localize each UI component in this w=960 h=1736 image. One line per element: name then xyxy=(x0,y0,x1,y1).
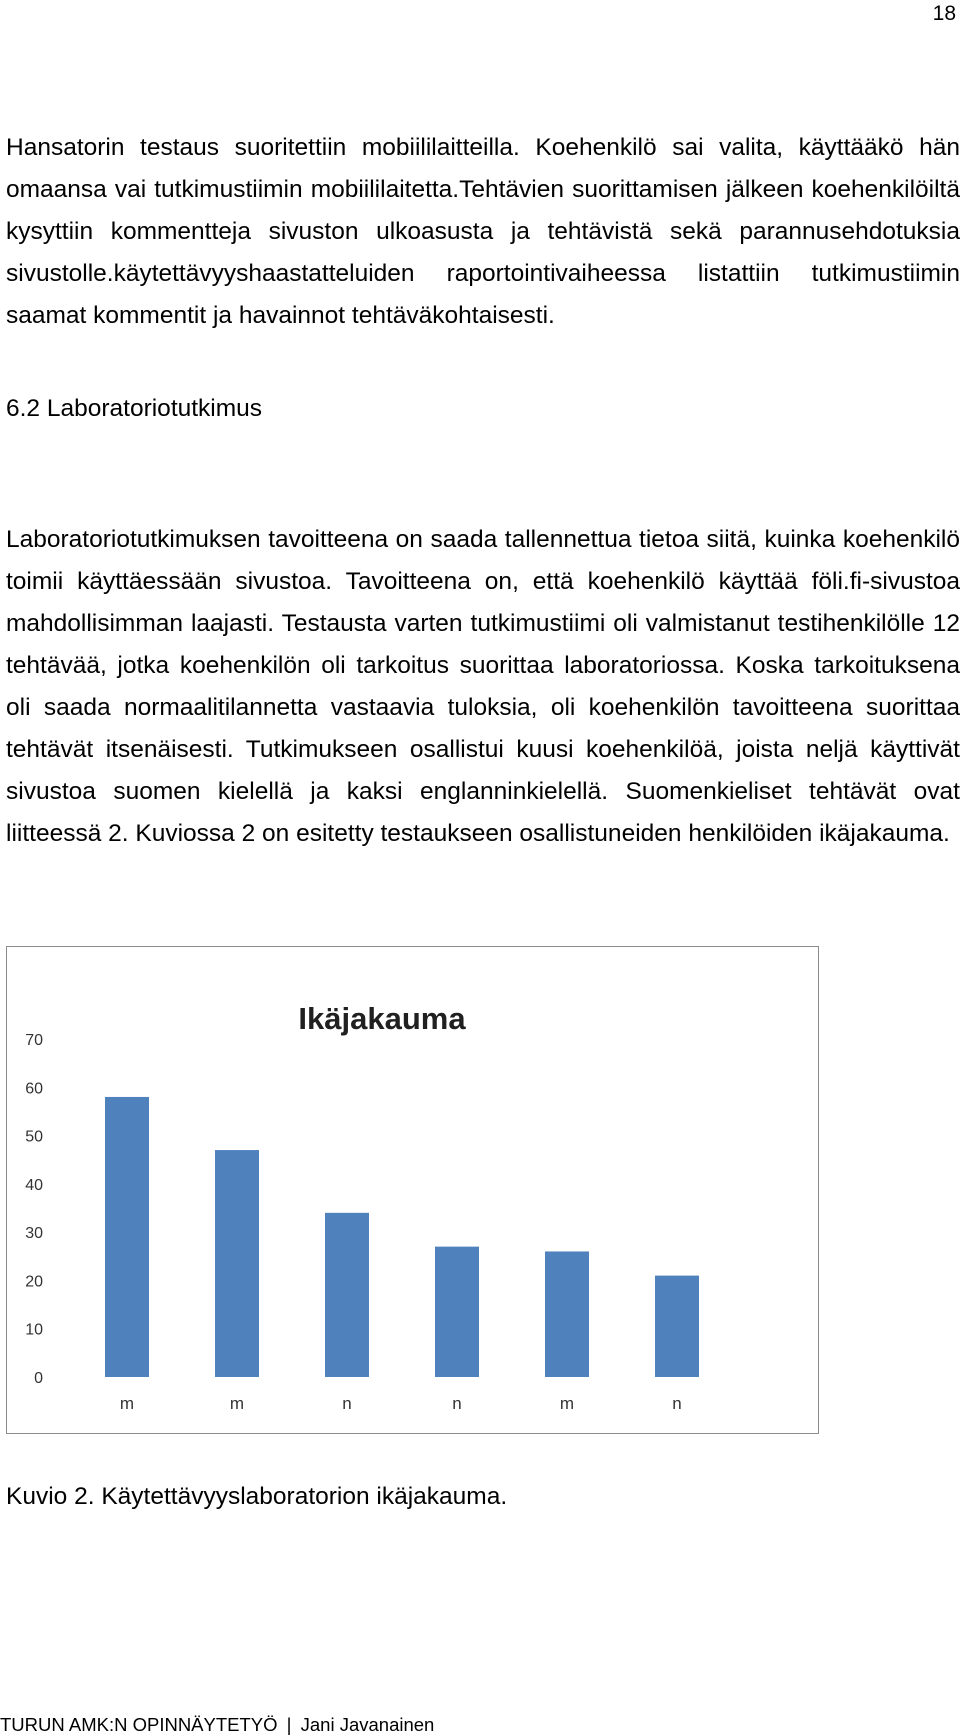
footer-author: Jani Javanainen xyxy=(300,1714,435,1735)
x-tick-label: n xyxy=(342,1394,352,1413)
bar xyxy=(215,1150,259,1377)
y-tick-label: 50 xyxy=(25,1128,43,1146)
bar-chart xyxy=(7,947,817,1432)
figure-caption: Kuvio 2. Käytettävyyslaboratorion ikäjakauma. xyxy=(6,1483,508,1510)
x-tick-label: m xyxy=(119,1394,135,1413)
y-tick-label: 60 xyxy=(25,1080,43,1098)
footer xyxy=(0,1714,434,1736)
paragraph-2: Laboratoriotutkimuksen tavoitteena on saada tallennettua tietoa siitä, kuinka koehenkilö toimii käyttäessään sivustoa. Tavoitteena on, että koehenkilö käyttää föli.fi-sivustoa mahdollisimman laajasti. Testausta varten tutkimustiimi oli valmistanut testihenkilölle 12 tehtävää, jotka koehenkilön oli tarkoitus suorittaa laboratoriossa. Koska tarkoituksena oli saada normaalitilannetta vastaavia tuloksia, oli koehenkilön tavoitteena suorittaa tehtävät itsenäisesti. Tutkimukseen osallistui kuusi koehenkilöä, joista neljä käyttivät sivustoa suomen kielellä ja kaksi englanninkielellä. Suomenkieliset tehtävät ovat liitteessä 2. Kuviossa 2 on esitetty testaukseen osallistuneiden henkilöiden ikäjakauma. xyxy=(6,525,960,847)
bar xyxy=(325,1213,369,1377)
y-tick-label: 70 xyxy=(25,1032,43,1049)
footer-separator: | xyxy=(286,1714,292,1735)
chart-title: Ikäjakauma xyxy=(298,1001,466,1036)
bar xyxy=(655,1276,699,1377)
y-tick-label: 0 xyxy=(34,1370,43,1387)
y-axis xyxy=(25,1032,43,1387)
y-tick-label: 10 xyxy=(25,1321,43,1339)
x-tick-label: n xyxy=(672,1394,682,1413)
x-tick-label: m xyxy=(559,1394,575,1413)
bar xyxy=(435,1247,479,1377)
x-tick-label: n xyxy=(452,1394,462,1413)
y-tick-label: 20 xyxy=(25,1273,43,1291)
section-heading: 6.2 Laboratoriotutkimus xyxy=(6,395,263,422)
y-tick-label: 40 xyxy=(25,1176,43,1194)
bar xyxy=(105,1097,149,1377)
page-number: 18 xyxy=(932,2,956,25)
x-axis xyxy=(120,1394,682,1413)
bars xyxy=(105,1097,699,1377)
chart-figure xyxy=(6,946,819,1434)
y-tick-label: 30 xyxy=(25,1225,43,1243)
bar xyxy=(545,1251,589,1377)
x-tick-label: m xyxy=(229,1394,245,1413)
footer-institution: TURUN AMK:N OPINNÄYTETYÖ xyxy=(0,1714,278,1735)
paragraph-1: Hansatorin testaus suoritettiin mobiililaitteilla. Koehenkilö sai valita, käyttääkö hän omaansa vai tutkimustiimin mobiililaitetta.Tehtävien suorittamisen jälkeen koehenkilöiltä kysyttiin kommentteja sivuston ulkoasusta ja tehtävistä sekä parannusehdotuksia sivustolle.käytettävyyshaastatteluiden raportointivaiheessa listattiin tutkimustiimin saamat kommentit ja havainnot tehtäväkohtaisesti. xyxy=(6,133,960,329)
